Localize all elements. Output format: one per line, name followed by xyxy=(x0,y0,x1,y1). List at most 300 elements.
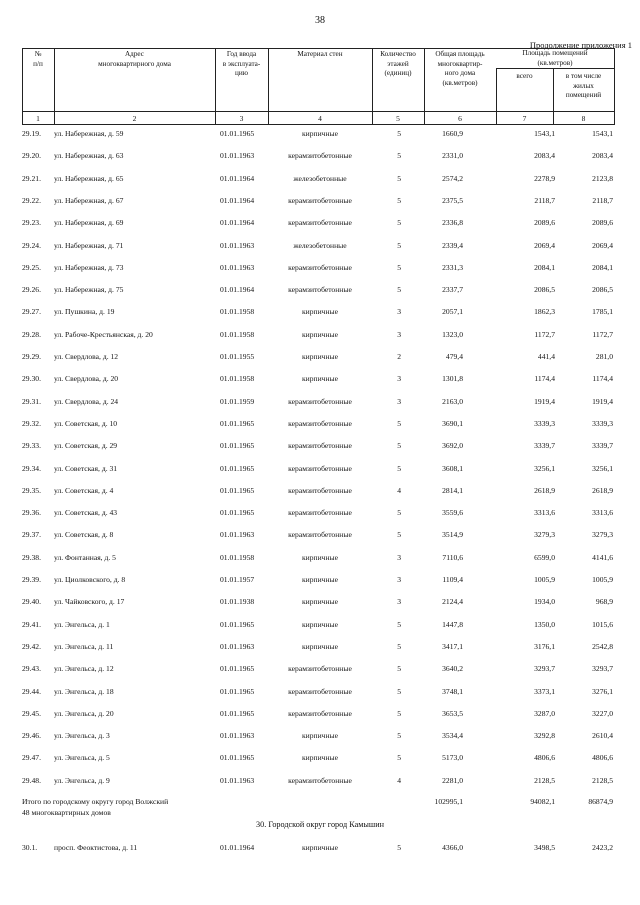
cell-material: керамзитобетонные xyxy=(288,708,352,718)
cell-number: 29.22. xyxy=(22,195,41,205)
cell-living-area: 1015,6 xyxy=(592,619,613,629)
cell-floors: 5 xyxy=(397,508,401,518)
cell-number: 29.48. xyxy=(22,775,41,785)
total-label: Итого по городскому округу город Волжский 48 многоквартирных домов xyxy=(22,797,169,817)
header-col4: Материал стен xyxy=(297,50,343,58)
cell-number: 29.33. xyxy=(22,441,41,451)
cell-year: 01.01.1938 xyxy=(220,597,255,607)
cell-material: кирпичные xyxy=(301,129,339,138)
cell-year: 01.01.1963 xyxy=(220,775,255,785)
cell-total-area: 1301,8 xyxy=(442,374,463,384)
cell-material: керамзитобетонные xyxy=(288,396,352,406)
table-row xyxy=(22,284,615,296)
cell-rooms-area: 3292,8 xyxy=(534,731,555,741)
cell-total-area: 1660,9 xyxy=(442,129,463,138)
header-col2: Адрес многоквартирного дома xyxy=(98,50,171,68)
cell-floors: 5 xyxy=(397,195,401,205)
cell-rooms-area: 1005,9 xyxy=(534,575,555,584)
table-row xyxy=(22,262,615,274)
cell-living-area: 3227,0 xyxy=(592,708,613,718)
cell-number: 29.30. xyxy=(22,374,41,384)
cell-address: ул. Свердлова, д. 24 xyxy=(54,396,119,406)
cell-living-area: 3313,6 xyxy=(592,508,613,518)
cell-living-area: 1172,7 xyxy=(592,329,613,339)
cell-floors: 3 xyxy=(397,575,401,584)
cell-rooms-area: 6599,0 xyxy=(534,552,555,562)
cell-address: ул. Советская, д. 31 xyxy=(54,463,118,473)
cell-material: керамзитобетонные xyxy=(288,218,352,228)
cell-rooms-area: 1543,1 xyxy=(534,129,555,138)
cell-floors: 5 xyxy=(397,530,401,540)
cell-material: кирпичные xyxy=(301,731,339,741)
table-row xyxy=(22,306,615,318)
cell-material: железобетонные xyxy=(293,173,347,183)
cell-address: ул. Энгельса, д. 18 xyxy=(54,686,114,696)
table-row xyxy=(22,663,615,675)
cell-number: 29.34. xyxy=(22,463,41,473)
cell-living-area: 2086,5 xyxy=(592,285,613,295)
cell-floors: 5 xyxy=(397,129,401,138)
cell-number: 30.1. xyxy=(22,843,38,852)
table-row xyxy=(22,329,615,341)
cell-rooms-area: 2128,5 xyxy=(534,775,555,785)
cell-rooms-area: 3293,7 xyxy=(534,664,555,674)
table-row xyxy=(22,351,615,363)
header-area-group: Площадь помещений (кв.метров) xyxy=(522,49,588,67)
cell-rooms-area: 3279,3 xyxy=(534,530,555,540)
cell-number: 29.46. xyxy=(22,731,41,741)
cell-material: кирпичные xyxy=(301,329,339,339)
cell-year: 01.01.1965 xyxy=(220,619,255,629)
header-col8: в том числе жилых помещений xyxy=(565,72,602,100)
cell-total-area: 3417,1 xyxy=(442,641,463,651)
cell-year: 01.01.1955 xyxy=(220,352,255,361)
table-row xyxy=(22,240,615,252)
cell-material: керамзитобетонные xyxy=(288,285,352,295)
cell-rooms-area: 2089,6 xyxy=(534,218,555,228)
cell-living-area: 4141,6 xyxy=(592,552,613,562)
cell-year: 01.01.1963 xyxy=(220,641,255,651)
cell-floors: 5 xyxy=(397,708,401,718)
cell-material: кирпичные xyxy=(301,843,339,852)
cell-living-area: 3339,3 xyxy=(592,418,613,428)
cell-living-area: 2128,5 xyxy=(592,775,613,785)
table-row xyxy=(22,373,615,385)
table-row xyxy=(22,195,615,207)
cell-year: 01.01.1965 xyxy=(220,129,255,138)
cell-total-area: 2124,4 xyxy=(442,597,463,607)
header-col1: № п/п xyxy=(33,50,43,68)
cell-number: 29.19. xyxy=(22,129,41,138)
cell-living-area: 3276,1 xyxy=(592,686,613,696)
cell-living-area: 281,0 xyxy=(595,352,613,361)
total-rooms: 94082,1 xyxy=(530,797,555,806)
cell-total-area: 2337,7 xyxy=(442,285,463,295)
header-col6: Общая площадь многоквартир- ного дома (кв.метров) xyxy=(435,50,485,87)
cell-floors: 5 xyxy=(397,262,401,272)
cell-material: керамзитобетонные xyxy=(288,686,352,696)
cell-total-area: 2814,1 xyxy=(442,485,463,495)
colnum-4: 4 xyxy=(318,114,322,123)
cell-total-area: 2331,0 xyxy=(442,151,463,161)
cell-year: 01.01.1965 xyxy=(220,686,255,696)
cell-rooms-area: 1862,3 xyxy=(534,307,555,317)
cell-material: керамзитобетонные xyxy=(288,441,352,451)
cell-rooms-area: 1350,0 xyxy=(534,619,555,629)
cell-rooms-area: 3256,1 xyxy=(534,463,555,473)
cell-address: ул. Советская, д. 4 xyxy=(54,485,114,495)
cell-material: керамзитобетонные xyxy=(288,775,352,785)
table-row xyxy=(22,217,615,229)
table-row xyxy=(22,752,615,764)
cell-material: кирпичные xyxy=(301,307,339,317)
cell-floors: 5 xyxy=(397,664,401,674)
cell-address: ул. Пушкина, д. 19 xyxy=(54,307,115,317)
cell-floors: 3 xyxy=(397,374,401,384)
cell-living-area: 2083,4 xyxy=(592,151,613,161)
cell-living-area: 2123,8 xyxy=(592,173,613,183)
cell-living-area: 1543,1 xyxy=(592,129,613,138)
cell-living-area: 1785,1 xyxy=(592,307,613,317)
table-row xyxy=(22,775,615,787)
cell-number: 29.32. xyxy=(22,418,41,428)
cell-address: ул. Набережная, д. 65 xyxy=(54,173,124,183)
cell-number: 29.21. xyxy=(22,173,41,183)
cell-rooms-area: 2084,1 xyxy=(534,262,555,272)
cell-number: 29.37. xyxy=(22,530,41,540)
cell-number: 29.42. xyxy=(22,641,41,651)
cell-year: 01.01.1957 xyxy=(220,575,255,584)
cell-living-area: 2618,9 xyxy=(592,485,613,495)
table-row xyxy=(22,485,615,497)
cell-total-area: 3559,6 xyxy=(442,508,463,518)
cell-address: ул. Советская, д. 43 xyxy=(54,508,118,518)
cell-number: 29.45. xyxy=(22,708,41,718)
table-row xyxy=(22,396,615,408)
cell-living-area: 3256,1 xyxy=(592,463,613,473)
cell-material: керамзитобетонные xyxy=(288,151,352,161)
cell-total-area: 1447,8 xyxy=(442,619,463,629)
cell-floors: 5 xyxy=(397,285,401,295)
table-row xyxy=(22,641,615,653)
cell-floors: 5 xyxy=(397,843,401,852)
cell-total-area: 3690,1 xyxy=(442,418,463,428)
table-row xyxy=(22,128,615,140)
cell-rooms-area: 2083,4 xyxy=(534,151,555,161)
cell-address: ул. Энгельса, д. 12 xyxy=(54,664,114,674)
cell-address: ул. Набережная, д. 63 xyxy=(54,151,124,161)
cell-address: ул. Советская, д. 29 xyxy=(54,441,118,451)
cell-living-area: 2610,4 xyxy=(592,731,613,741)
cell-living-area: 968,9 xyxy=(595,597,613,607)
colnum-1: 1 xyxy=(36,114,40,123)
cell-material: керамзитобетонные xyxy=(288,485,352,495)
cell-living-area: 1174,4 xyxy=(592,374,613,384)
cell-year: 01.01.1964 xyxy=(220,843,255,852)
cell-year: 01.01.1964 xyxy=(220,195,255,205)
cell-address: ул. Свердлова, д. 12 xyxy=(54,352,119,361)
cell-floors: 3 xyxy=(397,329,401,339)
header-col5: Количество этажей (единиц) xyxy=(380,50,416,78)
table-row xyxy=(22,686,615,698)
cell-rooms-area: 1919,4 xyxy=(534,396,555,406)
cell-total-area: 1323,0 xyxy=(442,329,463,339)
colnum-7: 7 xyxy=(522,114,527,123)
cell-address: ул. Набережная, д. 75 xyxy=(54,285,124,295)
table-row xyxy=(22,173,615,185)
cell-total-area: 2574,2 xyxy=(442,173,463,183)
cell-total-area: 2375,5 xyxy=(442,195,463,205)
cell-material: керамзитобетонные xyxy=(288,664,352,674)
cell-year: 01.01.1965 xyxy=(220,418,255,428)
cell-number: 29.31. xyxy=(22,396,41,406)
cell-rooms-area: 1934,0 xyxy=(534,597,555,607)
cell-number: 29.40. xyxy=(22,597,41,607)
cell-floors: 5 xyxy=(397,753,401,763)
table-row xyxy=(22,619,615,631)
table-row xyxy=(22,463,615,475)
cell-material: кирпичные xyxy=(301,575,339,584)
cell-rooms-area: 4806,6 xyxy=(534,753,555,763)
cell-floors: 5 xyxy=(397,463,401,473)
cell-total-area: 3692,0 xyxy=(442,441,463,451)
cell-year: 01.01.1963 xyxy=(220,530,255,540)
cell-total-area: 3748,1 xyxy=(442,686,463,696)
cell-material: керамзитобетонные xyxy=(288,508,352,518)
cell-total-area: 3653,5 xyxy=(442,708,463,718)
cell-material: керамзитобетонные xyxy=(288,418,352,428)
colnum-6: 6 xyxy=(458,114,462,123)
cell-material: керамзитобетонные xyxy=(288,463,352,473)
cell-floors: 5 xyxy=(397,151,401,161)
cell-rooms-area: 2118,7 xyxy=(534,195,555,205)
cell-total-area: 2331,3 xyxy=(442,262,463,272)
cell-number: 29.43. xyxy=(22,664,41,674)
cell-rooms-area: 2086,5 xyxy=(534,285,555,295)
cell-number: 29.20. xyxy=(22,151,41,161)
cell-year: 01.01.1963 xyxy=(220,262,255,272)
cell-address: ул. Энгельса, д. 20 xyxy=(54,708,114,718)
cell-material: кирпичные xyxy=(301,597,339,607)
cell-floors: 2 xyxy=(397,352,401,361)
cell-floors: 5 xyxy=(397,173,401,183)
cell-number: 29.26. xyxy=(22,285,41,295)
cell-rooms-area: 1172,7 xyxy=(534,329,555,339)
cell-rooms-area: 3339,7 xyxy=(534,441,555,451)
cell-rooms-area: 441,4 xyxy=(537,352,555,361)
cell-rooms-area: 3498,5 xyxy=(534,843,555,852)
section-title: 30. Городской округ город Камышин xyxy=(256,820,384,829)
cell-total-area: 2336,8 xyxy=(442,218,463,228)
cell-total-area: 3514,9 xyxy=(442,530,463,540)
colnum-3: 3 xyxy=(239,114,244,123)
cell-total-area: 3534,4 xyxy=(442,731,463,741)
cell-number: 29.44. xyxy=(22,686,41,696)
table-row xyxy=(22,507,615,519)
cell-material: кирпичные xyxy=(301,619,339,629)
cell-floors: 5 xyxy=(397,619,401,629)
cell-address: ул. Энгельса, д. 1 xyxy=(54,619,110,629)
header-col3: Год ввода в эксплуата- цию xyxy=(222,50,261,78)
table-header xyxy=(22,48,615,124)
cell-rooms-area: 3176,1 xyxy=(534,641,555,651)
table-row xyxy=(22,730,615,742)
total-area: 102995,1 xyxy=(434,797,463,806)
cell-total-area: 5173,0 xyxy=(442,753,463,763)
cell-year: 01.01.1965 xyxy=(220,463,255,473)
cell-living-area: 4806,6 xyxy=(592,753,613,763)
cell-number: 29.28. xyxy=(22,329,41,339)
table-row xyxy=(22,440,615,452)
cell-rooms-area: 2069,4 xyxy=(534,240,555,250)
cell-address: ул. Набережная, д. 59 xyxy=(54,129,124,138)
cell-address: ул. Советская, д. 10 xyxy=(54,418,118,428)
cell-number: 29.41. xyxy=(22,619,41,629)
cell-address: ул. Энгельса, д. 5 xyxy=(54,753,110,763)
cell-material: керамзитобетонные xyxy=(288,195,352,205)
cell-floors: 5 xyxy=(397,418,401,428)
cell-year: 01.01.1958 xyxy=(220,374,255,384)
cell-rooms-area: 3313,6 xyxy=(534,508,555,518)
cell-year: 01.01.1964 xyxy=(220,218,255,228)
cell-number: 29.47. xyxy=(22,753,41,763)
cell-living-area: 3293,7 xyxy=(592,664,613,674)
cell-total-area: 3640,2 xyxy=(442,664,463,674)
cell-floors: 3 xyxy=(397,307,401,317)
cell-year: 01.01.1965 xyxy=(220,708,255,718)
cell-year: 01.01.1958 xyxy=(220,552,255,562)
page-number: 38 xyxy=(315,15,325,26)
cell-total-area: 479,4 xyxy=(445,352,463,361)
cell-floors: 5 xyxy=(397,686,401,696)
cell-number: 29.27. xyxy=(22,307,41,317)
colnum-5: 5 xyxy=(396,114,400,123)
colnum-8: 8 xyxy=(581,114,586,123)
cell-year: 01.01.1959 xyxy=(220,396,255,406)
cell-floors: 5 xyxy=(397,641,401,651)
table-row xyxy=(22,708,615,720)
cell-address: ул. Рабоче-Крестьянская, д. 20 xyxy=(54,329,153,339)
cell-address: ул. Набережная, д. 69 xyxy=(54,218,124,228)
cell-address: ул. Свердлова, д. 20 xyxy=(54,374,119,384)
table-row xyxy=(22,552,615,564)
cell-year: 01.01.1963 xyxy=(220,151,255,161)
table-row xyxy=(22,418,615,430)
cell-living-area: 2118,7 xyxy=(592,195,613,205)
cell-number: 29.38. xyxy=(22,552,41,562)
cell-total-area: 1109,4 xyxy=(442,575,463,584)
cell-total-area: 2057,1 xyxy=(442,307,463,317)
cell-material: керамзитобетонные xyxy=(288,530,352,540)
cell-floors: 4 xyxy=(397,775,401,785)
colnum-2: 2 xyxy=(132,114,137,123)
cell-address: ул. Фонтанная, д. 5 xyxy=(54,552,116,562)
cell-address: просп. Феоктистова, д. 11 xyxy=(54,843,138,852)
cell-floors: 3 xyxy=(397,597,401,607)
cell-address: ул. Советская, д. 8 xyxy=(54,530,114,540)
cell-year: 01.01.1964 xyxy=(220,173,255,183)
table-row xyxy=(22,150,615,162)
cell-year: 01.01.1965 xyxy=(220,508,255,518)
cell-year: 01.01.1963 xyxy=(220,731,255,741)
cell-total-area: 2281,0 xyxy=(442,775,463,785)
cell-address: ул. Набережная, д. 73 xyxy=(54,262,124,272)
cell-floors: 5 xyxy=(397,218,401,228)
cell-material: кирпичные xyxy=(301,753,339,763)
header-col7: всего xyxy=(516,72,533,80)
cell-number: 29.24. xyxy=(22,240,41,250)
cell-year: 01.01.1965 xyxy=(220,485,255,495)
cell-floors: 5 xyxy=(397,441,401,451)
cell-floors: 4 xyxy=(397,485,401,495)
cell-living-area: 2069,4 xyxy=(592,240,613,250)
cell-floors: 3 xyxy=(397,552,401,562)
cell-living-area: 3279,3 xyxy=(592,530,613,540)
cell-address: ул. Набережная, д. 71 xyxy=(54,240,124,250)
cell-floors: 3 xyxy=(397,396,401,406)
cell-total-area: 4366,0 xyxy=(442,843,463,852)
cell-material: кирпичные xyxy=(301,641,339,651)
cell-living-area: 1919,4 xyxy=(592,396,613,406)
cell-rooms-area: 3339,3 xyxy=(534,418,555,428)
cell-address: ул. Энгельса, д. 9 xyxy=(54,775,110,785)
cell-address: ул. Энгельса, д. 3 xyxy=(54,731,110,741)
cell-total-area: 3608,1 xyxy=(442,463,463,473)
cell-number: 29.39. xyxy=(22,575,41,584)
cell-address: ул. Набережная, д. 67 xyxy=(54,195,124,205)
cell-number: 29.36. xyxy=(22,508,41,518)
cell-rooms-area: 1174,4 xyxy=(534,374,555,384)
cell-year: 01.01.1958 xyxy=(220,307,255,317)
table-row xyxy=(22,596,615,608)
cell-material: кирпичные xyxy=(301,352,339,361)
cell-address: ул. Циолковского, д. 8 xyxy=(54,575,126,584)
continuation-note: Продолжение приложения 1 xyxy=(529,40,632,50)
cell-address: ул. Чайковского, д. 17 xyxy=(54,597,125,607)
cell-living-area: 2084,1 xyxy=(592,262,613,272)
cell-year: 01.01.1965 xyxy=(220,441,255,451)
cell-floors: 5 xyxy=(397,240,401,250)
table-row xyxy=(22,529,615,541)
cell-material: железобетонные xyxy=(293,240,347,250)
cell-rooms-area: 3373,1 xyxy=(534,686,555,696)
cell-rooms-area: 2618,9 xyxy=(534,485,555,495)
cell-living-area: 2542,8 xyxy=(592,641,613,651)
cell-living-area: 3339,7 xyxy=(592,441,613,451)
cell-living-area: 2089,6 xyxy=(592,218,613,228)
cell-material: керамзитобетонные xyxy=(288,262,352,272)
cell-total-area: 2163,0 xyxy=(442,396,463,406)
cell-rooms-area: 2278,9 xyxy=(534,173,555,183)
cell-number: 29.29. xyxy=(22,352,41,361)
cell-living-area: 2423,2 xyxy=(592,843,613,852)
cell-number: 29.23. xyxy=(22,218,41,228)
cell-year: 01.01.1963 xyxy=(220,240,255,250)
cell-number: 29.35. xyxy=(22,485,41,495)
cell-address: ул. Энгельса, д. 11 xyxy=(54,641,114,651)
cell-number: 29.25. xyxy=(22,262,41,272)
cell-material: кирпичные xyxy=(301,374,339,384)
cell-floors: 5 xyxy=(397,731,401,741)
cell-year: 01.01.1964 xyxy=(220,285,255,295)
cell-year: 01.01.1965 xyxy=(220,664,255,674)
cell-living-area: 1005,9 xyxy=(592,575,613,584)
cell-year: 01.01.1958 xyxy=(220,329,255,339)
total-living: 86874,9 xyxy=(588,797,613,806)
cell-rooms-area: 3287,0 xyxy=(534,708,555,718)
cell-total-area: 2339,4 xyxy=(442,240,463,250)
table-row xyxy=(22,574,615,586)
